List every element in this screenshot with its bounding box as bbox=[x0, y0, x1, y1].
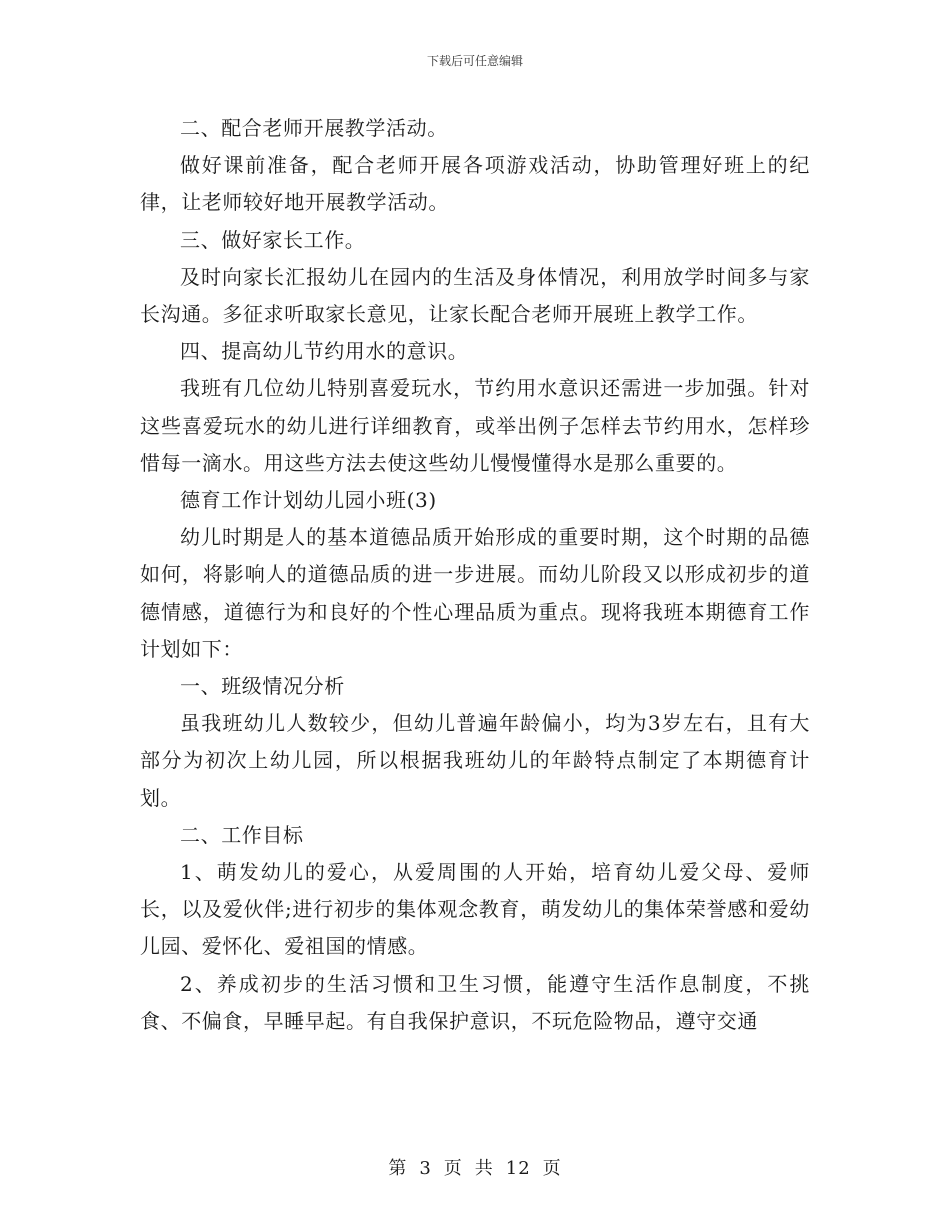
total-pages: 12 bbox=[505, 1158, 531, 1179]
paragraph: 做好课前准备，配合老师开展各项游戏活动，协助管理好班上的纪律，让老师较好地开展教学活动。 bbox=[140, 153, 810, 215]
total-label: 共 bbox=[474, 1158, 494, 1179]
paragraph-heading: 二、工作目标 bbox=[180, 822, 304, 847]
paragraph-heading: 四、提高幼儿节约用水的意识。 bbox=[180, 339, 469, 364]
document-body bbox=[140, 110, 810, 1040]
paragraph: 我班有几位幼儿特别喜爱玩水，节约用水意识还需进一步加强。针对这些喜爱玩水的幼儿进行详细教育，或举出例子怎样去节约用水，怎样珍惜每一滴水。用这些方法去使这些幼儿慢慢懂得水是那么重要的。 bbox=[140, 376, 810, 475]
paragraph: 及时向家长汇报幼儿在园内的生活及身体情况，利用放学时间多与家长沟通。多征求听取家长意见，让家长配合老师开展班上教学工作。 bbox=[140, 264, 810, 327]
page-label: 第 bbox=[388, 1158, 408, 1179]
page-footer bbox=[0, 1154, 950, 1180]
page-number: 3 bbox=[419, 1158, 432, 1179]
paragraph-heading: 二、配合老师开展教学活动。 bbox=[180, 116, 448, 140]
section-title: 德育工作计划幼儿园小班(3) bbox=[180, 488, 437, 513]
paragraph-heading: 一、班级情况分析 bbox=[180, 674, 345, 699]
paragraph: 虽我班幼儿人数较少，但幼儿普遍年龄偏小，均为3岁左右，且有大部分为初次上幼儿园，所以根据我班幼儿的年龄特点制定了本期德育计划。 bbox=[140, 711, 810, 810]
page-header: 下载后可任意编辑 bbox=[426, 54, 523, 68]
paragraph-heading: 三、做好家长工作。 bbox=[180, 227, 366, 252]
page-unit: 页 bbox=[443, 1158, 463, 1179]
paragraph: 幼儿时期是人的基本道德品质开始形成的重要时期，这个时期的品德如何，将影响人的道德品质的进一步进展。而幼儿阶段又以形成初步的道德情感，道德行为和良好的个性心理品质为重点。现将我班本期德育工作计划如下： bbox=[140, 525, 810, 661]
total-unit: 页 bbox=[542, 1158, 562, 1179]
paragraph: 2、养成初步的生活习惯和卫生习惯，能遵守生活作息制度，不挑食、不偏食，早睡早起。有自我保护意识，不玩危险物品，遵守交通 bbox=[140, 971, 810, 1033]
paragraph: 1、萌发幼儿的爱心，从爱周围的人开始，培育幼儿爱父母、爱师长，以及爱伙伴;进行初步的集体观念教育，萌发幼儿的集体荣誉感和爱幼儿园、爱怀化、爱祖国的情感。 bbox=[140, 860, 810, 959]
